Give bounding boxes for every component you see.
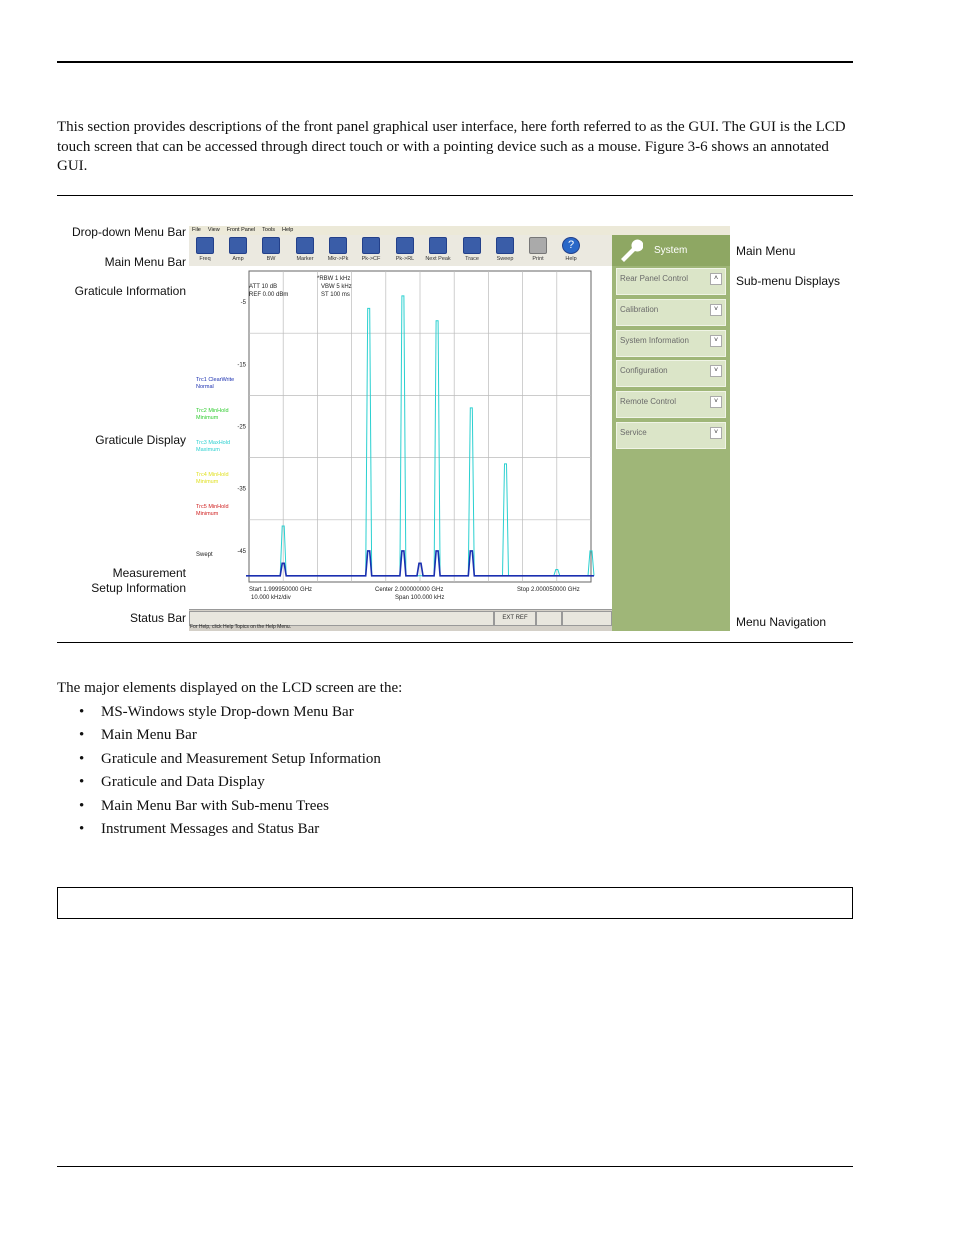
st-readout: ST 100 ms	[321, 292, 350, 298]
menu-tools[interactable]: Tools	[262, 227, 275, 233]
trace3-mode: Maximum	[196, 447, 220, 453]
marker-icon	[296, 237, 314, 254]
callout-main-menu: Main Menu	[736, 244, 796, 258]
toolbar-sweep[interactable]: Sweep	[490, 237, 520, 262]
submenu-system-information[interactable]: System Information ˅	[616, 330, 726, 357]
callout-menu-navigation: Menu Navigation	[736, 615, 827, 629]
menu-view[interactable]: View	[207, 227, 220, 233]
trace1-label: Trc1 ClearWrite	[196, 377, 235, 383]
rbw-readout: *RBW 1 kHz	[317, 276, 351, 282]
intro-paragraph: This section provides descriptions of the front panel graphical user interface, here forth referred to as the GUI. The GUI is the LCD touch screen that can be accessed through direct touch or with a pointing device such as a mouse. Figure 3-6 shows an annotated GUI.	[57, 119, 846, 174]
callout-graticule-display: Graticule Display	[95, 433, 186, 447]
callout-main-menu-bar: Main Menu Bar	[104, 255, 186, 269]
toolbar-marker[interactable]: Marker	[290, 237, 320, 262]
note-box	[57, 887, 853, 919]
list-item: • Main Menu Bar with Sub-menu Trees	[57, 798, 381, 821]
amp-icon	[229, 237, 247, 254]
chevron-down-icon: ˅	[710, 396, 722, 408]
resolution-per-div: 10.000 kHz/div	[251, 595, 291, 601]
bw-icon	[262, 237, 280, 254]
toolbar-trace[interactable]: Trace	[457, 237, 487, 262]
toolbar-help[interactable]: ? Help	[556, 237, 586, 262]
trace5-mode: Minimum	[196, 511, 219, 517]
next-peak-icon	[429, 237, 447, 254]
figure-top-rule	[57, 195, 853, 196]
sweep-icon	[496, 237, 514, 254]
gui-screenshot	[189, 226, 730, 631]
ref-readout: REF 0.00 dBm	[249, 292, 289, 298]
toolbar-mkr-pk[interactable]: Mkr->Pk	[323, 237, 353, 262]
list-item: • Instrument Messages and Status Bar	[57, 821, 381, 844]
list-item: • Graticule and Data Display	[57, 774, 381, 797]
elements-lead: The major elements displayed on the LCD screen are the:	[57, 680, 403, 696]
graticule-grid	[249, 271, 591, 582]
help-icon: ?	[562, 237, 580, 254]
graticule-area	[189, 266, 613, 610]
menu-file[interactable]: File	[192, 227, 201, 233]
callout-status-bar: Status Bar	[129, 611, 186, 625]
chevron-down-icon: ˅	[710, 335, 722, 347]
trace1-mode: Normal	[196, 384, 214, 390]
toolbar-pk-rl[interactable]: Pk->RL	[390, 237, 420, 262]
top-rule	[57, 61, 853, 63]
printer-icon	[529, 237, 547, 254]
callout-setup-information: Setup Information	[91, 581, 186, 595]
callout-submenu-displays: Sub-menu Displays	[736, 274, 841, 288]
wrench-icon	[617, 238, 643, 262]
stop-frequency: Stop 2.000050000 GHz	[517, 587, 580, 593]
y-tick-label: -45	[237, 548, 246, 555]
trace5-label: Trc5 MinHold	[196, 504, 229, 510]
chevron-down-icon: ˅	[710, 304, 722, 316]
status-cell-blank	[536, 611, 562, 626]
callout-measurement: Measurement	[112, 566, 186, 580]
trace-icon	[463, 237, 481, 254]
span-readout: Span 100.000 kHz	[395, 595, 445, 601]
main-menu-panel	[612, 235, 730, 631]
dropdown-menu-bar	[189, 226, 730, 235]
y-axis-ticks	[237, 300, 246, 555]
chevron-down-icon: ˅	[710, 427, 722, 439]
freq-icon	[196, 237, 214, 254]
status-cell-blank-right	[562, 611, 612, 626]
submenu-rear-panel-control[interactable]: Rear Panel Control ˄	[616, 268, 726, 295]
att-readout: ATT 10 dB	[249, 284, 278, 290]
chevron-up-icon: ˄	[710, 273, 722, 285]
menu-front-panel[interactable]: Front Panel	[226, 227, 256, 233]
main-menu-bar	[189, 235, 612, 266]
elements-list	[57, 704, 381, 844]
list-item: • MS-Windows style Drop-down Menu Bar	[57, 704, 381, 727]
list-item: • Main Menu Bar	[57, 727, 381, 750]
figure-bottom-rule	[57, 642, 853, 643]
chevron-down-icon: ˅	[710, 365, 722, 377]
center-frequency: Center 2.000000000 GHz	[375, 587, 444, 593]
toolbar-print[interactable]: Print	[523, 237, 553, 262]
swept-label: Swept	[196, 552, 213, 558]
submenu-remote-control[interactable]: Remote Control ˅	[616, 391, 726, 418]
trace4-label: Trc4 MinHold	[196, 472, 229, 478]
toolbar-bw[interactable]: BW	[256, 237, 286, 262]
submenu-service[interactable]: Service ˅	[616, 422, 726, 449]
toolbar-next-peak[interactable]: Next Peak	[423, 237, 453, 262]
trace2-mode: Minimum	[196, 415, 219, 421]
vbw-readout: VBW 5 kHz	[321, 284, 352, 290]
start-frequency: Start 1.999950000 GHz	[249, 587, 313, 593]
trace3-label: Trc3 MaxHold	[196, 440, 231, 446]
status-help-text: For Help, click Help Topics on the Help Menu.	[190, 624, 292, 630]
y-tick-label: -5	[240, 300, 246, 307]
main-menu-header[interactable]	[612, 235, 730, 266]
y-tick-label: -35	[237, 486, 246, 493]
trace4-mode: Minimum	[196, 479, 219, 485]
toolbar-freq[interactable]: Freq	[190, 237, 220, 262]
y-tick-label: -15	[237, 362, 246, 369]
trace2-label: Trc2 MinHold	[196, 408, 229, 414]
submenu-calibration[interactable]: Calibration ˅	[616, 299, 726, 326]
spectrum-plot	[189, 266, 612, 610]
menu-help[interactable]: Help	[281, 227, 294, 233]
list-item: • Graticule and Measurement Setup Information	[57, 751, 381, 774]
pk-rl-icon	[396, 237, 414, 254]
pk-cf-icon	[362, 237, 380, 254]
status-bar	[189, 609, 612, 631]
submenu-configuration[interactable]: Configuration ˅	[616, 360, 726, 387]
bottom-rule	[57, 1166, 853, 1167]
status-ext-ref: EXT REF	[494, 611, 536, 626]
mkr-pk-icon	[329, 237, 347, 254]
y-tick-label: -25	[237, 424, 246, 431]
callout-graticule-information: Graticule Information	[74, 284, 186, 298]
callout-dropdown-menu-bar: Drop-down Menu Bar	[71, 225, 186, 239]
main-menu-title: System	[654, 245, 688, 256]
toolbar-amp[interactable]: Amp	[223, 237, 253, 262]
toolbar-pk-cf[interactable]: Pk->CF	[356, 237, 386, 262]
